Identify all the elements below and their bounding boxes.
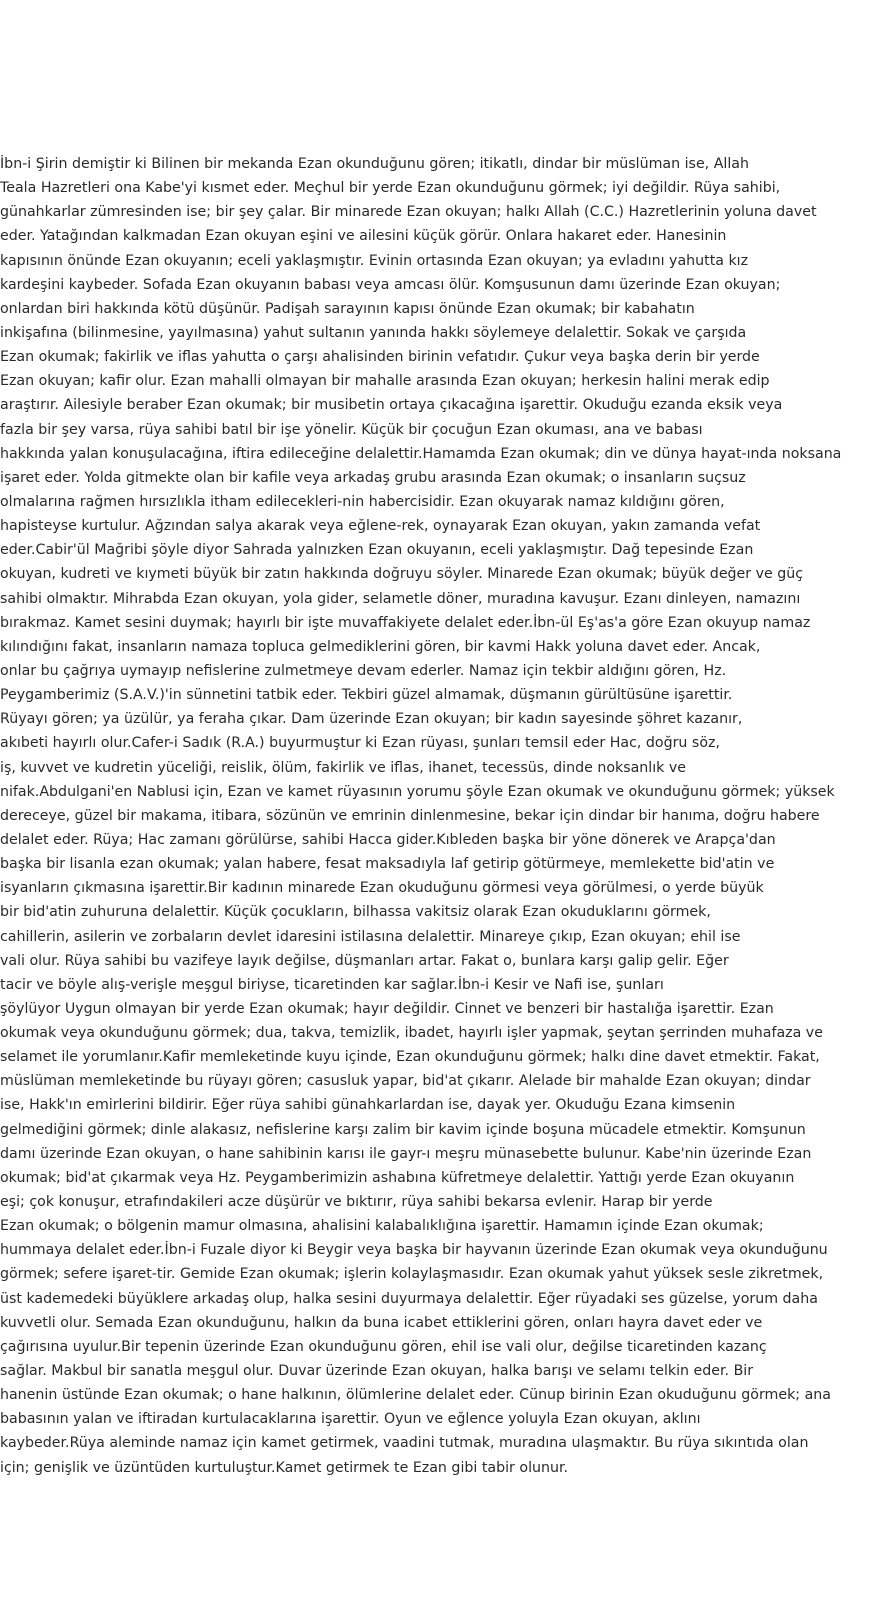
article-line: sağlar. Makbul bir sanatla meşgul olur. Duvar üzerinde Ezan okuyan, halka barışı ve selamı telkin eder. Bir — [0, 1363, 754, 1380]
article-line: bırakmaz. Kamet sesini duymak; hayırlı bir işte muvaffakiyete delalet eder.İbn-ül Eş'as'a göre Ezan okuyup namaz — [0, 614, 811, 631]
article-line: onlar bu çağrıya uymayıp nefislerine zulmetmeye devam ederler. Namaz için tekbir aldığını gören, Hz. — [0, 662, 727, 679]
article-line: şöylüyor Uygun olmayan bir yerde Ezan okumak; hayır değildir. Cinnet ve benzeri bir hastalığa işarettir. Ezan — [0, 1000, 774, 1017]
article-line: inkişafına (bilinmesine, yayılmasına) yahut sultanın yanında hakkı söylemeye delalettir. Sokak ve çarşıda — [0, 324, 747, 341]
article-line: ise, Hakk'ın emirlerini bildirir. Eğer rüya sahibi günahkarlardan ise, dayak yer. Okuduğu Ezana kimsenin — [0, 1097, 736, 1114]
article-line: delalet eder. Rüya; Hac zamanı görülürse, sahibi Hacca gider.Kıbleden başka bir yöne dönerek ve Arapça'dan — [0, 831, 776, 848]
article-line: müslüman memleketinde bu rüyayı gören; casusluk yapar, bid'at çıkarır. Alelade bir mahalde Ezan okuyan; dindar — [0, 1073, 811, 1090]
article-line: gelmediğini görmek; dinle alakasız, nefislerine karşı zalim bir kavim içinde boşuna mücadele etmektir. Komşunun — [0, 1121, 806, 1138]
article-line: babasının yalan ve iftiradan kurtulacaklarına işarettir. Oyun ve eğlence yoluyla Ezan okuyan, aklını — [0, 1411, 701, 1428]
article-line: damı üzerinde Ezan okuyan, o hane sahibinin karısı ile gayr-ı meşru münasebette bulunur. Kabe'nin üzerinde Ezan — [0, 1145, 812, 1162]
article-line: eder. Yatağından kalkmadan Ezan okuyan eşini ve ailesini küçük görür. Onlara hakaret eder. Hanesinin — [0, 228, 727, 245]
article-line: Ezan okuyan; kafir olur. Ezan mahalli olmayan bir mahalle arasında Ezan okuyan; herkesin halini merak edip — [0, 373, 770, 390]
article-line: günahkarlar zümresinden ise; bir şey çalar. Bir minarede Ezan okuyan; halkı Allah (C.C.) Hazretlerinin yoluna davet — [0, 204, 817, 221]
article-line: kapısının önünde Ezan okuyanın; eceli yaklaşmıştır. Evinin ortasında Ezan okuyan; ya evladını yahutta kız — [0, 252, 749, 269]
article-line: görmek; sefere işaret-tir. Gemide Ezan okumak; işlerin kolaylaşmasıdır. Ezan okumak yahut yüksek sesle zikretmek, — [0, 1266, 824, 1283]
article-line: üst kademedeki büyüklere arkadaş olup, halka sesini duyurmaya delalettir. Eğer rüyadaki ses güzelse, yorum daha — [0, 1290, 818, 1307]
article-line: okumak; bid'at çıkarmak veya Hz. Peygamberimizin ashabına küfretmeye delalettir. Yattığı yerde Ezan okuyanın — [0, 1169, 795, 1186]
article-line: vali olur. Rüya sahibi bu vazifeye layık değilse, düşmanları artar. Fakat o, bunlara karşı galip gelir. Eğer — [0, 952, 729, 969]
article-line: başka bir lisanla ezan okumak; yalan habere, fesat maksadıyla laf getirip götürmeye, memlekette bid'atin ve — [0, 856, 775, 873]
article-line: Peygamberimiz (S.A.V.)'in sünnetini tatbik eder. Tekbiri güzel almamak, düşmanın gürültüsüne işarettir. — [0, 687, 733, 704]
article-line: olmalarına rağmen hırsızlıkla itham edilecekleri-nin habercisidir. Ezan okuyarak namaz kıldığını gören, — [0, 493, 725, 510]
article-line: kuvvetli olur. Semada Ezan okunduğunu, halkın da buna icabet ettiklerini gören, onları hayra davet eder ve — [0, 1314, 763, 1331]
article-line: hapisteyse kurtulur. Ağzından salya akarak veya eğlene-rek, oynayarak Ezan okuyan, yakın zamanda vefat — [0, 518, 761, 535]
article-line: isyanların çıkmasına işarettir.Bir kadının minarede Ezan okuduğunu görmesi veya görülmesi, o yerde büyük — [0, 880, 764, 897]
article-line: tacir ve böyle alış-verişle meşgul biriyse, ticaretinden kar sağlar.İbn-i Kesir ve Nafi ise, şunları — [0, 976, 664, 993]
article-line: işaret eder. Yolda gitmekte olan bir kafile veya arkadaş grubu arasında Ezan okumak; o insanların suçsuz — [0, 469, 746, 486]
article-line: Teala Hazretleri ona Kabe'yi kısmet eder. Meçhul bir yerde Ezan okunduğunu görmek; iyi değildir. Rüya sahibi, — [0, 180, 781, 197]
article-line: iş, kuvvet ve kudretin yüceliği, reislik, ölüm, fakirlik ve iflas, ihanet, tecessüs, dinde noksanlık ve — [0, 759, 687, 776]
article-line: selamet ile yorumlanır.Kafir memleketinde kuyu içinde, Ezan okunduğunu görmek; halkı dine davet etmektir. Fakat, — [0, 1049, 820, 1066]
article-line: İbn-i Şirin demiştir ki Bilinen bir mekanda Ezan okunduğunu gören; itikatlı, dindar bir müslüman ise, Allah — [0, 156, 749, 172]
article-line: sahibi olmaktır. Mihrabda Ezan okuyan, yola gider, selametle döner, muradına kavuşur. Ezanı dinleyen, namazını — [0, 590, 801, 607]
article-line: hakkında yalan konuşulacağına, iftira edileceğine delalettir.Hamamda Ezan okumak; din ve dünya hayat-ında noksana — [0, 445, 842, 462]
article-line: bir bid'atin zuhuruna delalettir. Küçük çocukların, bilhassa vakitsiz olarak Ezan okuduklarını görmek, — [0, 904, 711, 921]
article-line: hummaya delalet eder.İbn-i Fuzale diyor ki Beygir veya başka bir hayvanın üzerinde Ezan okumak veya okunduğunu — [0, 1242, 828, 1259]
article-line: hanenin üstünde Ezan okumak; o hane halkının, ölümlerine delalet eder. Cünup birinin Ezan okuduğunu görmek; ana — [0, 1387, 831, 1404]
article-line: eder.Cabir'ül Mağribi şöyle diyor Sahrada yalnızken Ezan okuyanın, eceli yaklaşmıştır. Dağ tepesinde Ezan — [0, 542, 754, 559]
article-line: Ezan okumak; o bölgenin mamur olmasına, ahalisini kalabalıklığına işarettir. Hamamın içinde Ezan okumak; — [0, 1218, 764, 1235]
article-line: çağırısına uyulur.Bir tepenin üzerinde Ezan okunduğunu gören, ehil ise vali olur, değilse ticaretinden kazanç — [0, 1338, 767, 1355]
article-line: okuyan, kudreti ve kıymeti büyük bir zatın hakkında doğruyu söyler. Minarede Ezan okumak; büyük değer ve güç — [0, 566, 804, 583]
article-line: eşi; çok konuşur, etrafındakileri acze düşürür ve bıktırır, rüya sahibi bekarsa evlenir. Harap bir yerde — [0, 1194, 713, 1211]
article-line: Rüyayı gören; ya üzülür, ya feraha çıkar. Dam üzerinde Ezan okuyan; bir kadın sayesinde şöhret kazanır, — [0, 711, 743, 728]
article-line: nifak.Abdulgani'en Nablusi için, Ezan ve kamet rüyasının yorumu şöyle Ezan okumak ve okunduğunu görmek; yüksek — [0, 783, 835, 800]
article-line: için; genişlik ve üzüntüden kurtuluştur.Kamet getirmek te Ezan gibi tabir olunur. — [0, 1459, 569, 1476]
article-line: kılındığını fakat, insanların namaza topluca gelmediklerini gören, bir kavmi Hakk yoluna davet eder. Ancak, — [0, 638, 761, 655]
article-line: okumak veya okunduğunu görmek; dua, takva, temizlik, ibadet, hayırlı işler yapmak, şeytan şerrinden muhafaza ve — [0, 1025, 823, 1042]
article-line: kaybeder.Rüya aleminde namaz için kamet getirmek, vaadini tutmak, muradına ulaşmaktır. Bu rüya sıkıntıda olan — [0, 1435, 809, 1452]
article-line: dereceye, güzel bir makama, itibara, sözünün ve emrinin dinlenmesine, bekar için dindar bir hanıma, doğru habere — [0, 807, 820, 824]
article-line: onlardan biri hakkında kötü düşünür. Padişah sarayının kapısı önünde Ezan okumak; bir kabahatın — [0, 300, 695, 317]
article-line: araştırır. Ailesiyle beraber Ezan okumak; bir musibetin ortaya çıkacağına işarettir. Okuduğu ezanda eksik veya — [0, 397, 783, 414]
article-line — [0, 1480, 880, 1504]
article-line: cahillerin, asilerin ve zorbaların devlet idaresini istilasına delalettir. Minareye çıkıp, Ezan okuyan; ehil ise — [0, 928, 741, 945]
article-line: akıbeti hayırlı olur.Cafer-i Sadık (R.A.) buyurmuştur ki Ezan rüyası, şunları temsil eder Hac, doğru söz, — [0, 735, 720, 752]
article-line: fazla bir şey varsa, rüya sahibi batıl bir işe yönelir. Küçük bir çocuğun Ezan okuması, ana ve babası — [0, 421, 703, 438]
article-body — [0, 152, 880, 1504]
article-line: kardeşini kaybeder. Sofada Ezan okuyanın babası veya amcası ölür. Komşusunun damı üzerinde Ezan okuyan; — [0, 276, 781, 293]
article-line: Ezan okumak; fakirlik ve iflas yahutta o çarşı ahalisinden birinin vefatıdır. Çukur veya başka derin bir yerde — [0, 349, 760, 366]
